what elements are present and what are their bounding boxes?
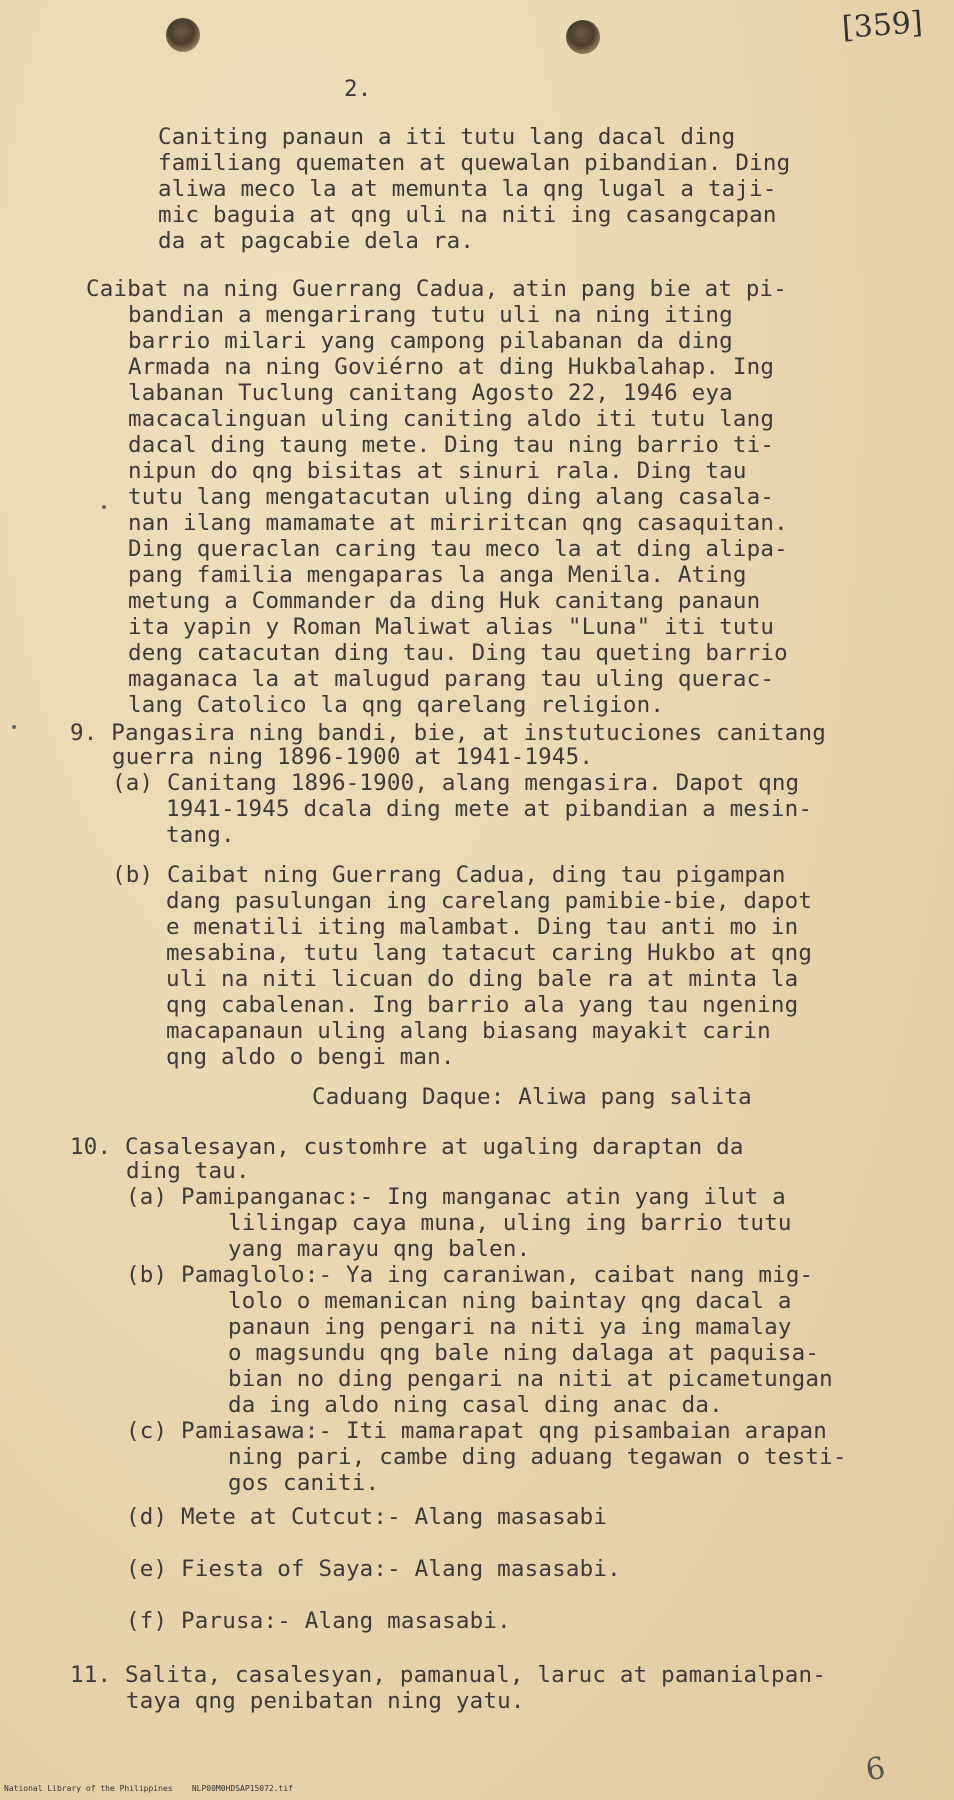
text-line: yang marayu qng balen. — [228, 1236, 531, 1262]
section-heading: Caduang Daque: Aliwa pang salita — [312, 1084, 752, 1110]
text-line: guerra ning 1896-1900 at 1941-1945. — [112, 744, 594, 770]
text-line: lolo o memanican ning baintay qng dacal a — [228, 1288, 792, 1314]
text-line: qng cabalenan. Ing barrio ala yang tau ngening — [166, 992, 799, 1018]
text-line: lilingap caya muna, uling ing barrio tutu — [228, 1210, 792, 1236]
text-line: barrio milari yang campong pilabanan da ding — [128, 328, 733, 354]
text-line: mic baguia at qng uli na niti ing casangcapan — [158, 202, 777, 228]
text-line: mesabina, tutu lang tatacut caring Hukbo at qng — [166, 940, 813, 966]
text-line: (a) Canitang 1896-1900, alang mengasira. Dapot qng — [112, 770, 800, 796]
text-line: (a) Pamipanganac:- Ing manganac atin yang ilut a — [126, 1184, 786, 1210]
text-line: Caibat na ning Guerrang Cadua, atin pang bie at pi- — [86, 276, 788, 302]
text-line: deng catacutan ding tau. Ding tau queting barrio — [128, 640, 788, 666]
text-line: macacalinguan uling caniting aldo iti tutu lang — [128, 406, 775, 432]
handwritten-mark: 6 — [863, 1750, 888, 1789]
text-line: aliwa meco la at memunta la qng lugal a taji- — [158, 176, 777, 202]
text-line: qng aldo o bengi man. — [166, 1044, 455, 1070]
text-line: lang Catolico la qng qarelang religion. — [128, 692, 665, 718]
text-line: da at pagcabie dela ra. — [158, 228, 475, 254]
text-line: da ing aldo ning casal ding anac da. — [228, 1392, 723, 1418]
text-line: dang pasulungan ing carelang pamibie-bie, dapot — [166, 888, 813, 914]
text-line: (d) Mete at Cutcut:- Alang masasabi — [126, 1504, 608, 1530]
punch-hole-left — [166, 18, 200, 52]
stray-mark — [102, 505, 106, 509]
archive-footer: National Library of the Philippines NLP00M0HDSAP15072.tif — [4, 1784, 293, 1793]
text-line: taya qng penibatan ning yatu. — [126, 1688, 525, 1714]
text-line: ning pari, cambe ding aduang tegawan o testi- — [228, 1444, 847, 1470]
text-line: ding tau. — [126, 1158, 250, 1184]
text-line: Armada na ning Goviérno at ding Hukbalahap. Ing — [128, 354, 775, 380]
text-line: 9. Pangasira ning bandi, bie, at instutuciones canitang — [70, 720, 827, 746]
text-line: gos caniti. — [228, 1470, 380, 1496]
text-line: 1941-1945 dcala ding mete at pibandian a mesin- — [166, 796, 813, 822]
text-line: 11. Salita, casalesyan, pamanual, laruc at pamanialpan- — [70, 1662, 827, 1688]
text-line: (f) Parusa:- Alang masasabi. — [126, 1608, 511, 1634]
text-line: pang familia mengaparas la anga Menila. Ating — [128, 562, 747, 588]
stray-mark — [12, 725, 16, 729]
text-line: tutu lang mengatacutan uling ding alang casala- — [128, 484, 775, 510]
text-line: ita yapin y Roman Maliwat alias "Luna" iti tutu — [128, 614, 775, 640]
text-line: dacal ding taung mete. Ding tau ning barrio ti- — [128, 432, 775, 458]
text-line: Ding queraclan caring tau meco la at ding alipa- — [128, 536, 788, 562]
text-line: bian no ding pengari na niti at picametungan — [228, 1366, 833, 1392]
text-line: uli na niti licuan do ding bale ra at minta la — [166, 966, 799, 992]
text-line: (b) Pamaglolo:- Ya ing caraniwan, caibat nang mig- — [126, 1262, 814, 1288]
text-line: o magsundu qng bale ning dalaga at paquisa- — [228, 1340, 820, 1366]
text-line: e menatili iting malambat. Ding tau anti mo in — [166, 914, 799, 940]
text-line: metung a Commander da ding Huk canitang panaun — [128, 588, 761, 614]
text-line: 10. Casalesayan, customhre at ugaling daraptan da — [70, 1134, 744, 1160]
text-line: (c) Pamiasawa:- Iti mamarapat qng pisambaian arapan — [126, 1418, 828, 1444]
text-line: macapanaun uling alang biasang mayakit carin — [166, 1018, 771, 1044]
text-line: bandian a mengarirang tutu uli na ning iting — [128, 302, 733, 328]
text-line: maganaca la at malugud parang tau uling querac- — [128, 666, 775, 692]
text-line: nan ilang mamamate at miriritcan qng casaquitan. — [128, 510, 788, 536]
punch-hole-right — [566, 20, 600, 54]
text-line: nipun do qng bisitas at sinuri rala. Ding tau — [128, 458, 747, 484]
text-line: labanan Tuclung canitang Agosto 22, 1946 eya — [128, 380, 733, 406]
text-line: Caniting panaun a iti tutu lang dacal ding — [158, 124, 736, 150]
text-line: (e) Fiesta of Saya:- Alang masasabi. — [126, 1556, 621, 1582]
text-line: (b) Caibat ning Guerrang Cadua, ding tau pigampan — [112, 862, 786, 888]
text-line: tang. — [166, 822, 235, 848]
text-line: panaun ing pengari na niti ya ing mamalay — [228, 1314, 792, 1340]
folio-number: [359] — [840, 5, 924, 46]
page-number: 2. — [344, 76, 372, 102]
text-line: familiang quematen at quewalan pibandian. Ding — [158, 150, 791, 176]
